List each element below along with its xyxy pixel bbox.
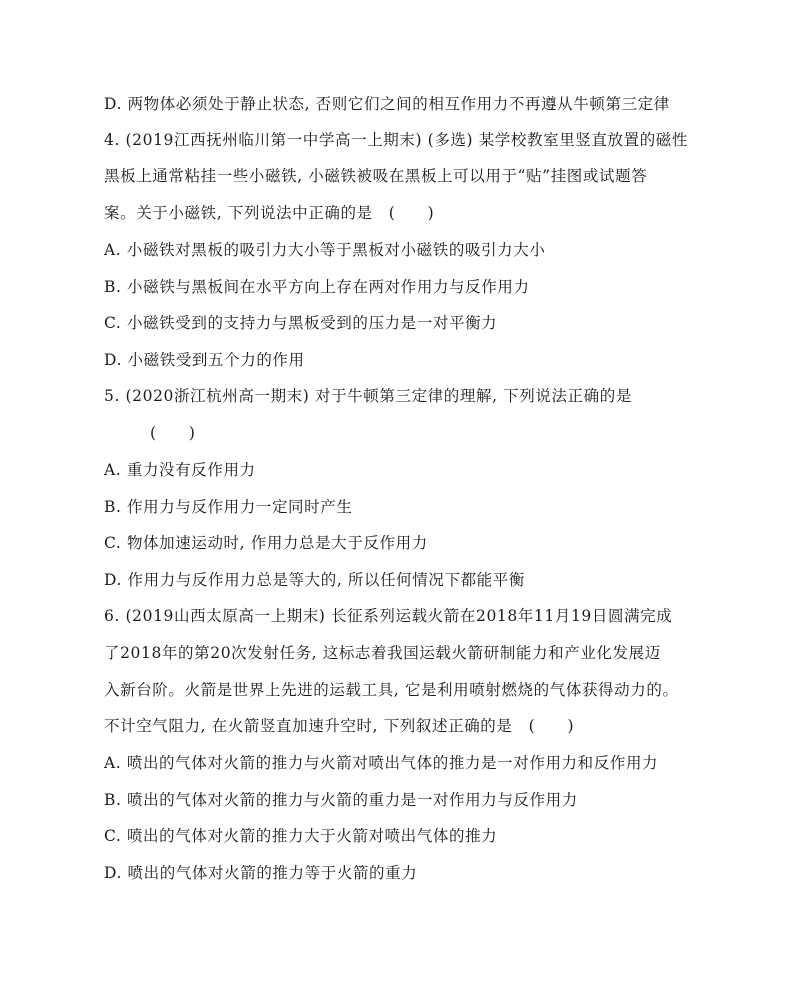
q6-stem-line-3: 入新台阶。火箭是世界上先进的运载工具, 它是利用喷射燃烧的气体获得动力的。 xyxy=(104,681,679,699)
q6-option-c: C. 喷出的气体对火箭的推力大于火箭对喷出气体的推力 xyxy=(104,827,498,845)
q6-stem-line-4: 不计空气阻力, 在火箭竖直加速升空时, 下列叙述正确的是 ( ) xyxy=(104,717,575,735)
q3-option-d: D. 两物体必须处于静止状态, 否则它们之间的相互作用力不再遵从牛顿第三定律 xyxy=(104,95,670,113)
q5-option-a: A. 重力没有反作用力 xyxy=(104,461,256,479)
q4-stem-line-2: 黑板上通常粘挂一些小磁铁, 小磁铁被吸在黑板上可以用于“贴”挂图或试题答 xyxy=(104,167,648,185)
q5-stem-line-1: 5. (2020浙江杭州高一期末) 对于牛顿第三定律的理解, 下列说法正确的是 xyxy=(104,387,632,405)
q5-option-d: D. 作用力与反作用力总是等大的, 所以任何情况下都能平衡 xyxy=(104,571,525,589)
q6-option-b: B. 喷出的气体对火箭的推力与火箭的重力是一对作用力与反作用力 xyxy=(104,791,578,809)
q6-stem-line-2: 了2018年的第20次发射任务, 这标志着我国运载火箭研制能力和产业化发展迈 xyxy=(104,644,661,662)
q6-option-a: A. 喷出的气体对火箭的推力与火箭对喷出气体的推力是一对作用力和反作用力 xyxy=(104,754,659,772)
q4-option-b: B. 小磁铁与黑板间在水平方向上存在两对作用力与反作用力 xyxy=(104,278,530,296)
q4-option-c: C. 小磁铁受到的支持力与黑板受到的压力是一对平衡力 xyxy=(104,314,498,332)
q4-option-a: A. 小磁铁对黑板的吸引力大小等于黑板对小磁铁的吸引力大小 xyxy=(104,241,546,259)
q6-option-d: D. 喷出的气体对火箭的推力等于火箭的重力 xyxy=(104,864,418,882)
q5-option-b: B. 作用力与反作用力一定同时产生 xyxy=(104,498,353,516)
q4-stem-line-3: 案。关于小磁铁, 下列说法中正确的是 ( ) xyxy=(104,204,435,222)
q5-option-c: C. 物体加速运动时, 作用力总是大于反作用力 xyxy=(104,534,428,552)
q5-answer-paren: ( ) xyxy=(150,424,196,442)
q4-option-d: D. 小磁铁受到五个力的作用 xyxy=(104,351,305,369)
q6-stem-line-1: 6. (2019山西太原高一上期末) 长征系列运载火箭在2018年11月19日圆满完成 xyxy=(104,607,673,625)
q4-stem-line-1: 4. (2019江西抚州临川第一中学高一上期末) (多选) 某学校教室里竖直放置的磁性 xyxy=(104,131,689,149)
